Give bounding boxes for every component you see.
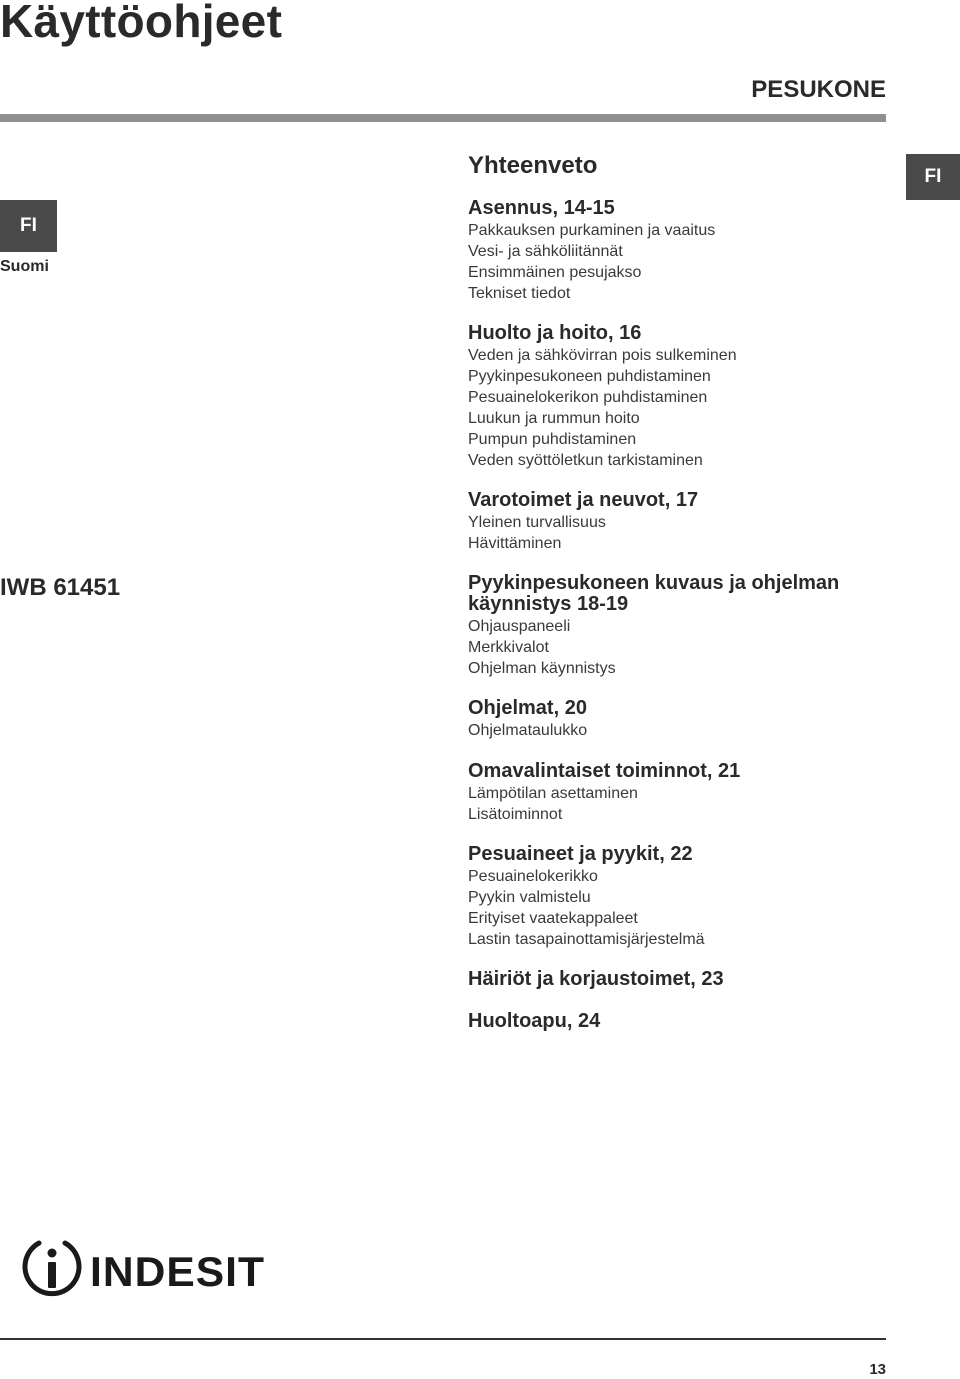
brand-wordmark: INDESIT	[90, 1248, 265, 1295]
document-title: Käyttöohjeet	[0, 0, 283, 47]
toc-item: Ohjelmataulukko	[468, 722, 588, 739]
toc-item: Vesi- ja sähköliitännät	[468, 243, 623, 260]
toc-item: Pyykin valmistelu	[468, 889, 591, 906]
toc-title: Yhteenveto	[468, 152, 598, 179]
language-tab-right: FI	[906, 154, 960, 200]
toc-item: Ohjauspaneeli	[468, 618, 571, 635]
toc-item: Hävittäminen	[468, 535, 562, 552]
document-subtitle: PESUKONE	[751, 76, 886, 103]
toc-item: Pesuainelokerikko	[468, 868, 598, 885]
toc-item: Yleinen turvallisuus	[468, 514, 606, 531]
toc-section-heading: Huolto ja hoito, 16	[468, 322, 642, 344]
indesit-power-i-icon	[20, 1236, 270, 1302]
toc-item: Merkkivalot	[468, 639, 549, 656]
brand-logo	[20, 1236, 270, 1307]
toc-section-heading: Häiriöt ja korjaustoimet, 23	[468, 968, 724, 990]
toc-item: Ohjelman käynnistys	[468, 660, 616, 677]
toc-section-heading: Pesuaineet ja pyykit, 22	[468, 843, 693, 865]
toc-item: Pyykinpesukoneen puhdistaminen	[468, 368, 711, 385]
language-name: Suomi	[0, 258, 49, 275]
toc-item: Pakkauksen purkaminen ja vaaitus	[468, 222, 716, 239]
toc-section-heading-continued: käynnistys 18-19	[468, 593, 629, 615]
model-number: IWB 61451	[0, 574, 121, 601]
toc-item: Veden ja sähkövirran pois sulkeminen	[468, 347, 737, 364]
toc-section-heading: Varotoimet ja neuvot, 17	[468, 489, 699, 511]
footer-rule	[0, 1338, 886, 1340]
header-rule	[0, 114, 886, 122]
toc-section-heading: Huoltoapu, 24	[468, 1010, 601, 1032]
toc-item: Lämpötilan asettaminen	[468, 785, 638, 802]
toc-item: Ensimmäinen pesujakso	[468, 264, 642, 281]
toc-item: Erityiset vaatekappaleet	[468, 910, 638, 927]
language-tab-left: FI	[0, 200, 57, 252]
toc-item: Pumpun puhdistaminen	[468, 431, 637, 448]
toc-item: Tekniset tiedot	[468, 285, 571, 302]
toc-item: Veden syöttöletkun tarkistaminen	[468, 452, 703, 469]
toc-item: Pesuainelokerikon puhdistaminen	[468, 389, 708, 406]
page-number: 13	[869, 1361, 886, 1378]
toc-section-heading: Pyykinpesukoneen kuvaus ja ohjelman	[468, 572, 840, 594]
toc-section-heading: Omavalintaiset toiminnot, 21	[468, 760, 741, 782]
toc-section-heading: Asennus, 14-15	[468, 197, 615, 219]
toc-item: Lisätoiminnot	[468, 806, 563, 823]
toc-section-heading: Ohjelmat, 20	[468, 697, 587, 719]
toc-item: Lastin tasapainottamisjärjestelmä	[468, 931, 705, 948]
toc-item: Luukun ja rummun hoito	[468, 410, 640, 427]
